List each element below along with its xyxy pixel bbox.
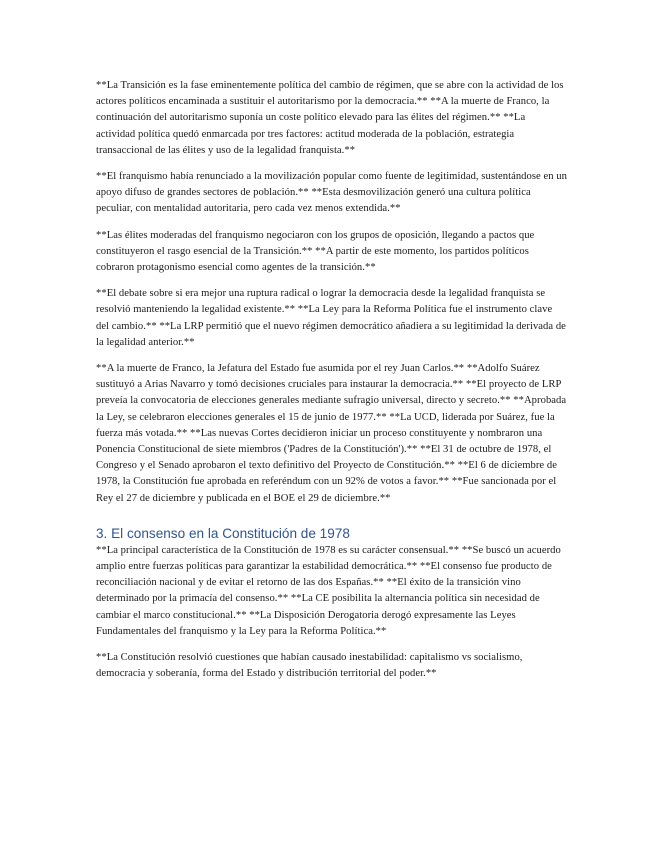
paragraph-franquismo: **El franquismo había renunciado a la movilización popular como fuente de legitimidad, sustentándose en un apoyo difuso de grandes sectores de población.** **Esta desmovilización generó una cultura política peculiar, con mentalidad autoritaria, pero cada vez menos extendida.**: [96, 171, 567, 215]
paragraph-consenso: **La principal característica de la Constitución de 1978 es su carácter consensual.** **Se buscó un acuerdo amplio entre fuerzas políticas para garantizar la estabilidad democrática.** **El consenso fue producto de reconciliación nacional y de evitar el retorno de las dos Españas.** **El éxito de la transición vino determinado por la primacía del consenso.** **La CE posibilita la alternancia política sin necesidad de cambiar el marco constitucional.** **La Disposición Derogatoria derogó expresamente las Leyes Fundamentales del franquismo y la Ley para la Reforma Política.**: [96, 544, 561, 637]
paragraph-transicion: **La Transición es la fase eminentemente política del cambio de régimen, que se abre con la actividad de los actores políticos encaminada a sustituir el autoritarismo por la democracia.** **A la muerte de Franco, la continuación del autoritarismo suponía un coste político elevado para las élites del régimen.** **La actividad política quedó enmarcada por tres factores: actitud moderada de la población, estrategia transaccional de las élites y uso de la legalidad franquista.**: [96, 80, 564, 156]
paragraph-elites: **Las élites moderadas del franquismo negociaron con los grupos de oposición, llegando a pactos que constituyeron el rasgo esencial de la Transición.** **A partir de este momento, los partidos políticos cobraron protagonismo esencial como agentes de la transición.**: [96, 229, 535, 274]
paragraph-cuestiones: **La Constitución resolvió cuestiones que habían causado inestabilidad: capitalismo vs socialismo, democracia y soberanía, forma del Estado y distribución territorial del poder.**: [96, 652, 523, 680]
paragraph-debate: **El debate sobre si era mejor una ruptura radical o lograr la democracia desde la legalidad franquista se resolvió manteniendo la legalidad existente.** **La Ley para la Reforma Política fue el instrumento clave del cambio.** **La LRP permitió que el nuevo régimen democrático añadiera a su legitimidad la derivada de la legalidad anterior.**: [96, 288, 566, 348]
section-heading: 3. El consenso en la Constitución de 1978: [96, 525, 350, 541]
paragraph-proceso: **A la muerte de Franco, la Jefatura del Estado fue asumida por el rey Juan Carlos.** **Adolfo Suárez sustituyó a Arias Navarro y tomó decisiones cruciales para instaurar la democracia.** **El proyecto de LRP preveía la convocatoria de elecciones generales mediante sufragio universal, directo y secreto.** **Aprobada la Ley, se celebraron elecciones generales el 15 de junio de 1977.** **La UCD, liderada por Suárez, fue la fuerza más votada.** **Las nuevas Cortes decidieron iniciar un proceso constituyente y nombraron una Ponencia Constitucional de siete miembros ('Padres de la Constitución').** **El 31 de octubre de 1978, el Congreso y el Senado aprobaron el texto definitivo del Proyecto de Constitución.** **El 6 de diciembre de 1978, la Constitución fue aprobada en referéndum con un 92% de votos a favor.** **Fue sancionada por el Rey el 27 de diciembre y publicada en el BOE el 29 de diciembre.**: [96, 363, 567, 504]
